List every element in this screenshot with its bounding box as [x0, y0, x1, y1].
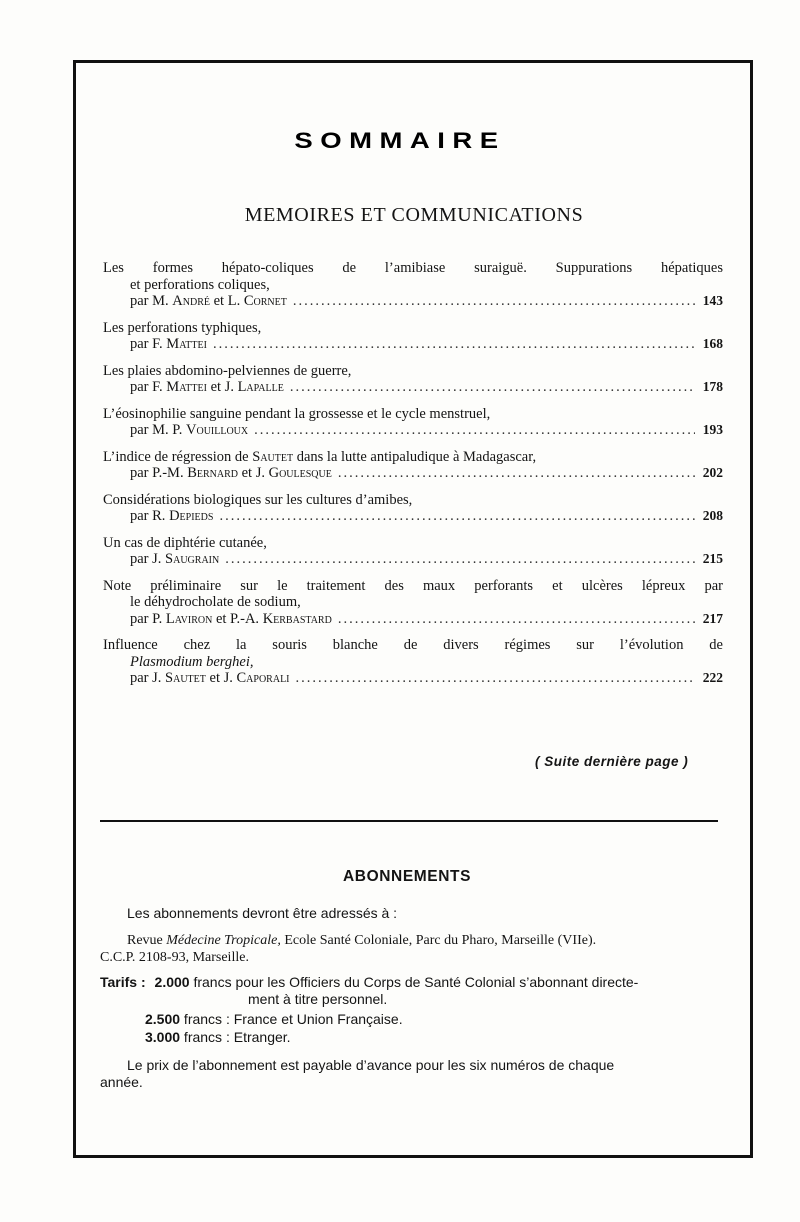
toc-entry-title: L’indice de régression de Sautet dans la lutte antipaludique à Madagascar,: [103, 448, 537, 465]
page-number: 208: [702, 508, 723, 523]
ccp: C.C.P. 2108-93, Marseille.: [100, 950, 249, 965]
author-names: par F. Mattei: [130, 336, 207, 352]
tarif-1: Tarifs : 2.000 francs pour les Officiers du Corps de Santé Colonial s’abonnant directe-: [100, 974, 639, 990]
revue-address: Revue Médecine Tropicale, Ecole Santé Coloniale, Parc du Pharo, Marseille (VIIe).: [127, 933, 597, 948]
leader-dots: [290, 379, 695, 396]
author-surname: Kerbastard: [262, 610, 332, 627]
page-number: 193: [702, 422, 723, 437]
author-surname: Vouilloux: [186, 422, 249, 438]
tarif-3: 3.000 francs : Etranger.: [145, 1029, 291, 1045]
table-of-contents: [103, 260, 723, 697]
section-heading: MEMOIRES ET COMMUNICATIONS: [244, 204, 584, 226]
tarif-1-cont: ment à titre personnel.: [248, 991, 388, 1007]
toc-entry-title: Influence chez la souris blanche de divers régimes sur l’évolution de: [103, 637, 723, 653]
toc-entry: [103, 449, 723, 482]
toc-entry-authors: [103, 379, 723, 396]
author-surname: Goulesque: [268, 465, 332, 481]
page-number: 202: [702, 465, 723, 480]
leader-dots: [338, 465, 695, 482]
toc-entry: [103, 578, 723, 628]
author-surname: Depieds: [169, 508, 214, 524]
toc-entry: [103, 320, 723, 353]
leader-dots: [296, 670, 695, 687]
toc-entry-authors: [103, 508, 723, 525]
leader-dots: [254, 422, 695, 439]
author-surname: Sautet: [165, 670, 206, 686]
page-number: 143: [702, 293, 723, 308]
sommaire-heading: SOMMAIRE: [294, 128, 506, 153]
toc-entry-title: Considérations biologiques sur les cultures d’amibes,: [103, 491, 413, 508]
author-names: par P. Laviron et P.-A. Kerbastard: [130, 610, 332, 627]
toc-entry: [103, 363, 723, 396]
author-surname: Mattei: [166, 379, 207, 395]
toc-entry-title: Un cas de diphtérie cutanée,: [103, 534, 267, 551]
leader-dots: [213, 336, 695, 353]
toc-entry-title: et perforations coliques,: [130, 276, 270, 293]
leader-dots: [293, 293, 695, 310]
author-surname: Laviron: [165, 610, 213, 627]
author-names: par J. Sautet et J. Caporali: [130, 670, 290, 686]
toc-entry: [103, 260, 723, 310]
page-number: 215: [702, 551, 723, 566]
leader-dots: [225, 551, 695, 568]
payment-note: Le prix de l’abonnement est payable d’avance pour les six numéros de chaque: [127, 1057, 615, 1073]
page-number: 222: [702, 670, 723, 685]
author-surname: Cornet: [243, 293, 287, 309]
toc-entry-authors: [103, 465, 723, 482]
author-surname: Bernard: [187, 465, 238, 481]
toc-entry-authors: [103, 611, 723, 628]
author-names: par P.-M. Bernard et J. Goulesque: [130, 465, 332, 481]
toc-entry: [103, 406, 723, 439]
toc-entry-authors: [103, 293, 723, 310]
abonnements-intro: Les abonnements devront être adressés à :: [127, 905, 398, 921]
toc-entry-authors: [103, 336, 723, 353]
toc-entry-title: Les plaies abdomino-pelviennes de guerre,: [103, 362, 352, 379]
toc-entry-title: L’éosinophilie sanguine pendant la grossesse et le cycle menstruel,: [103, 405, 491, 422]
toc-entry: [103, 492, 723, 525]
page-number: 178: [702, 379, 723, 394]
toc-entry-title: Note préliminaire sur le traitement des maux perforants et ulcères lépreux par: [103, 577, 723, 594]
continued-note: ( Suite dernière page ): [535, 754, 689, 769]
toc-entry: [103, 637, 723, 687]
toc-entry: [103, 535, 723, 568]
divider: [100, 820, 718, 822]
page-number: 217: [702, 610, 723, 626]
author-names: par J. Saugrain: [130, 551, 220, 567]
tarif-2: 2.500 francs : France et Union Française.: [145, 1011, 403, 1027]
author-surname: André: [172, 293, 210, 309]
toc-entry-authors: [103, 551, 723, 568]
toc-entry-title-italic: Plasmodium berghei,: [130, 653, 254, 670]
toc-entry-authors: [103, 422, 723, 439]
author-names: par M. P. Vouilloux: [130, 422, 249, 438]
author-names: par R. Depieds: [130, 508, 214, 524]
author-names: par F. Mattei et J. Lapalle: [130, 379, 284, 395]
author-surname: Caporali: [236, 670, 290, 686]
tarifs-label: Tarifs :: [100, 974, 146, 990]
toc-entry-authors: [103, 670, 723, 687]
author-names: par M. André et L. Cornet: [130, 293, 287, 309]
author-surname: Mattei: [166, 336, 207, 352]
toc-entry-title: le déhydrocholate de sodium,: [130, 594, 301, 610]
toc-entry-title: Les formes hépato-coliques de l’amibiase suraiguë. Suppurations hépatiques: [103, 260, 723, 276]
revue-title: Médecine Tropicale,: [166, 933, 281, 948]
page-number: 168: [702, 336, 723, 351]
author-surname: Lapalle: [237, 379, 284, 395]
abonnements-heading: ABONNEMENTS: [342, 868, 472, 885]
leader-dots: [338, 611, 695, 628]
leader-dots: [219, 508, 695, 525]
author-surname: Saugrain: [165, 551, 220, 567]
payment-note-cont: année.: [100, 1074, 143, 1090]
toc-entry-title: Les perforations typhiques,: [103, 319, 262, 336]
